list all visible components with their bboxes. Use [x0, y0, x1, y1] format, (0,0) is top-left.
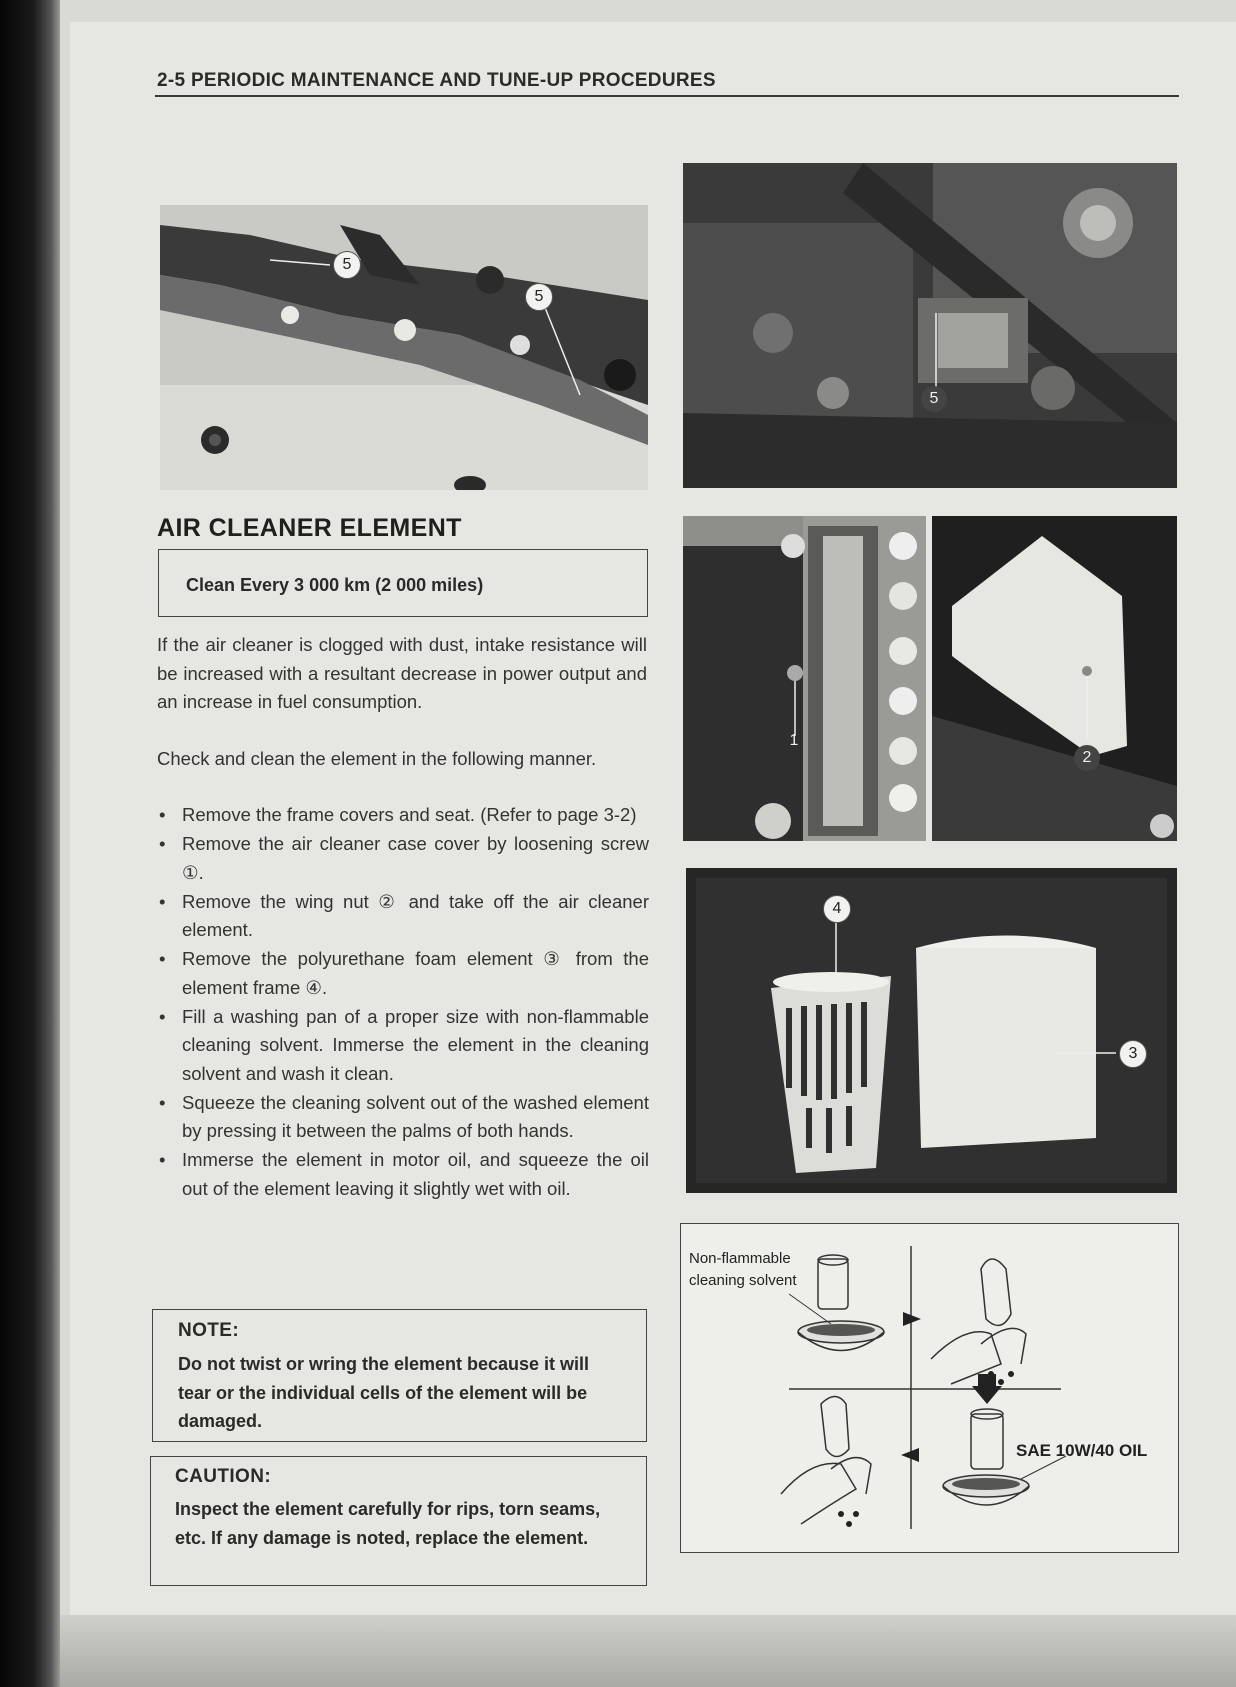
photo-wing-nut-image: [932, 516, 1177, 841]
photo-element-and-frame: [686, 868, 1177, 1193]
step-text: Squeeze the cleaning solvent out of the washed element by pressing it between the palms of both hands.: [182, 1091, 649, 1141]
note-box: [152, 1309, 647, 1442]
procedure-intro: Check and clean the element in the following manner.: [157, 748, 597, 769]
step-item: [157, 830, 649, 887]
step-text: Remove the wing nut ② and take off the air cleaner element.: [182, 890, 649, 940]
caution-box: [150, 1456, 647, 1586]
step-text: Remove the frame covers and seat. (Refer to page 3-2): [182, 804, 637, 825]
caution-text: Inspect the element carefully for rips, torn seams, etc. If any damage is noted, replace the element.: [175, 1499, 601, 1548]
photo-wing-nut: [932, 516, 1177, 841]
step-text: Remove the polyurethane foam element ③ from the element frame ④.: [182, 948, 649, 998]
photo-right-frame-area: [683, 163, 1177, 488]
maintenance-interval-text: Clean Every 3 000 km (2 000 miles): [186, 575, 484, 595]
bullet-icon: •: [159, 948, 166, 969]
photo-frame-cover-image: [160, 205, 648, 490]
bullet-icon: •: [159, 804, 166, 825]
cleaning-procedure-diagram: [680, 1223, 1179, 1553]
bullet-icon: •: [159, 890, 166, 912]
solvent-label-line2: cleaning solvent: [689, 1272, 797, 1289]
step-item: [157, 1003, 649, 1089]
oil-label: SAE 10W/40 OIL: [1016, 1441, 1148, 1460]
note-title: NOTE:: [178, 1320, 240, 1341]
photo-case-cover-image: [683, 516, 926, 841]
page-binding-shadow: [0, 0, 60, 1687]
callout-4: 4: [823, 895, 851, 923]
header-rule: [155, 95, 1179, 97]
photo-right-frame-image: [683, 163, 1177, 488]
step-item: [157, 945, 649, 1002]
callout-5-right: 5: [525, 283, 553, 311]
photo-frame-cover-screws: [160, 205, 648, 490]
bullet-icon: •: [159, 1005, 166, 1027]
bullet-icon: •: [159, 833, 166, 854]
step-item: [157, 1089, 649, 1146]
photo-element-image: [686, 868, 1177, 1193]
note-text: Do not twist or wring the element because it will tear or the individual cells of the element will be damaged.: [178, 1354, 590, 1431]
callout-2: 2: [1074, 745, 1100, 771]
step-item: [157, 1146, 649, 1203]
step-item: [157, 888, 649, 945]
callout-3: 3: [1119, 1040, 1147, 1068]
callout-5: 5: [921, 386, 947, 412]
step-text: Immerse the element in motor oil, and squeeze the oil out of the element leaving it slightly wet with oil.: [182, 1149, 649, 1199]
intro-paragraph: If the air cleaner is clogged with dust, intake resistance will be increased with a resultant decrease in power output and an increase in fuel consumption.: [157, 634, 647, 712]
photo-case-cover-screw: [683, 516, 926, 841]
procedure-steps: [157, 801, 649, 1204]
bullet-icon: •: [159, 1149, 166, 1170]
bullet-icon: •: [159, 1091, 166, 1113]
step-text: Remove the air cleaner case cover by loosening screw ①.: [182, 833, 649, 883]
step-text: Fill a washing pan of a proper size with non-flammable cleaning solvent. Immerse the element in the cleaning solvent and wash it clean.: [182, 1005, 649, 1084]
page-bottom-shadow: [60, 1615, 1236, 1687]
step-item: [157, 801, 649, 830]
callout-5-left: 5: [333, 251, 361, 279]
caution-title: CAUTION:: [175, 1466, 272, 1487]
section-title: AIR CLEANER ELEMENT: [157, 514, 462, 542]
callout-1: 1: [789, 732, 799, 749]
page-header: 2-5 PERIODIC MAINTENANCE AND TUNE-UP PROCEDURES: [157, 70, 716, 91]
solvent-label-line1: Non-flammable: [689, 1250, 791, 1267]
